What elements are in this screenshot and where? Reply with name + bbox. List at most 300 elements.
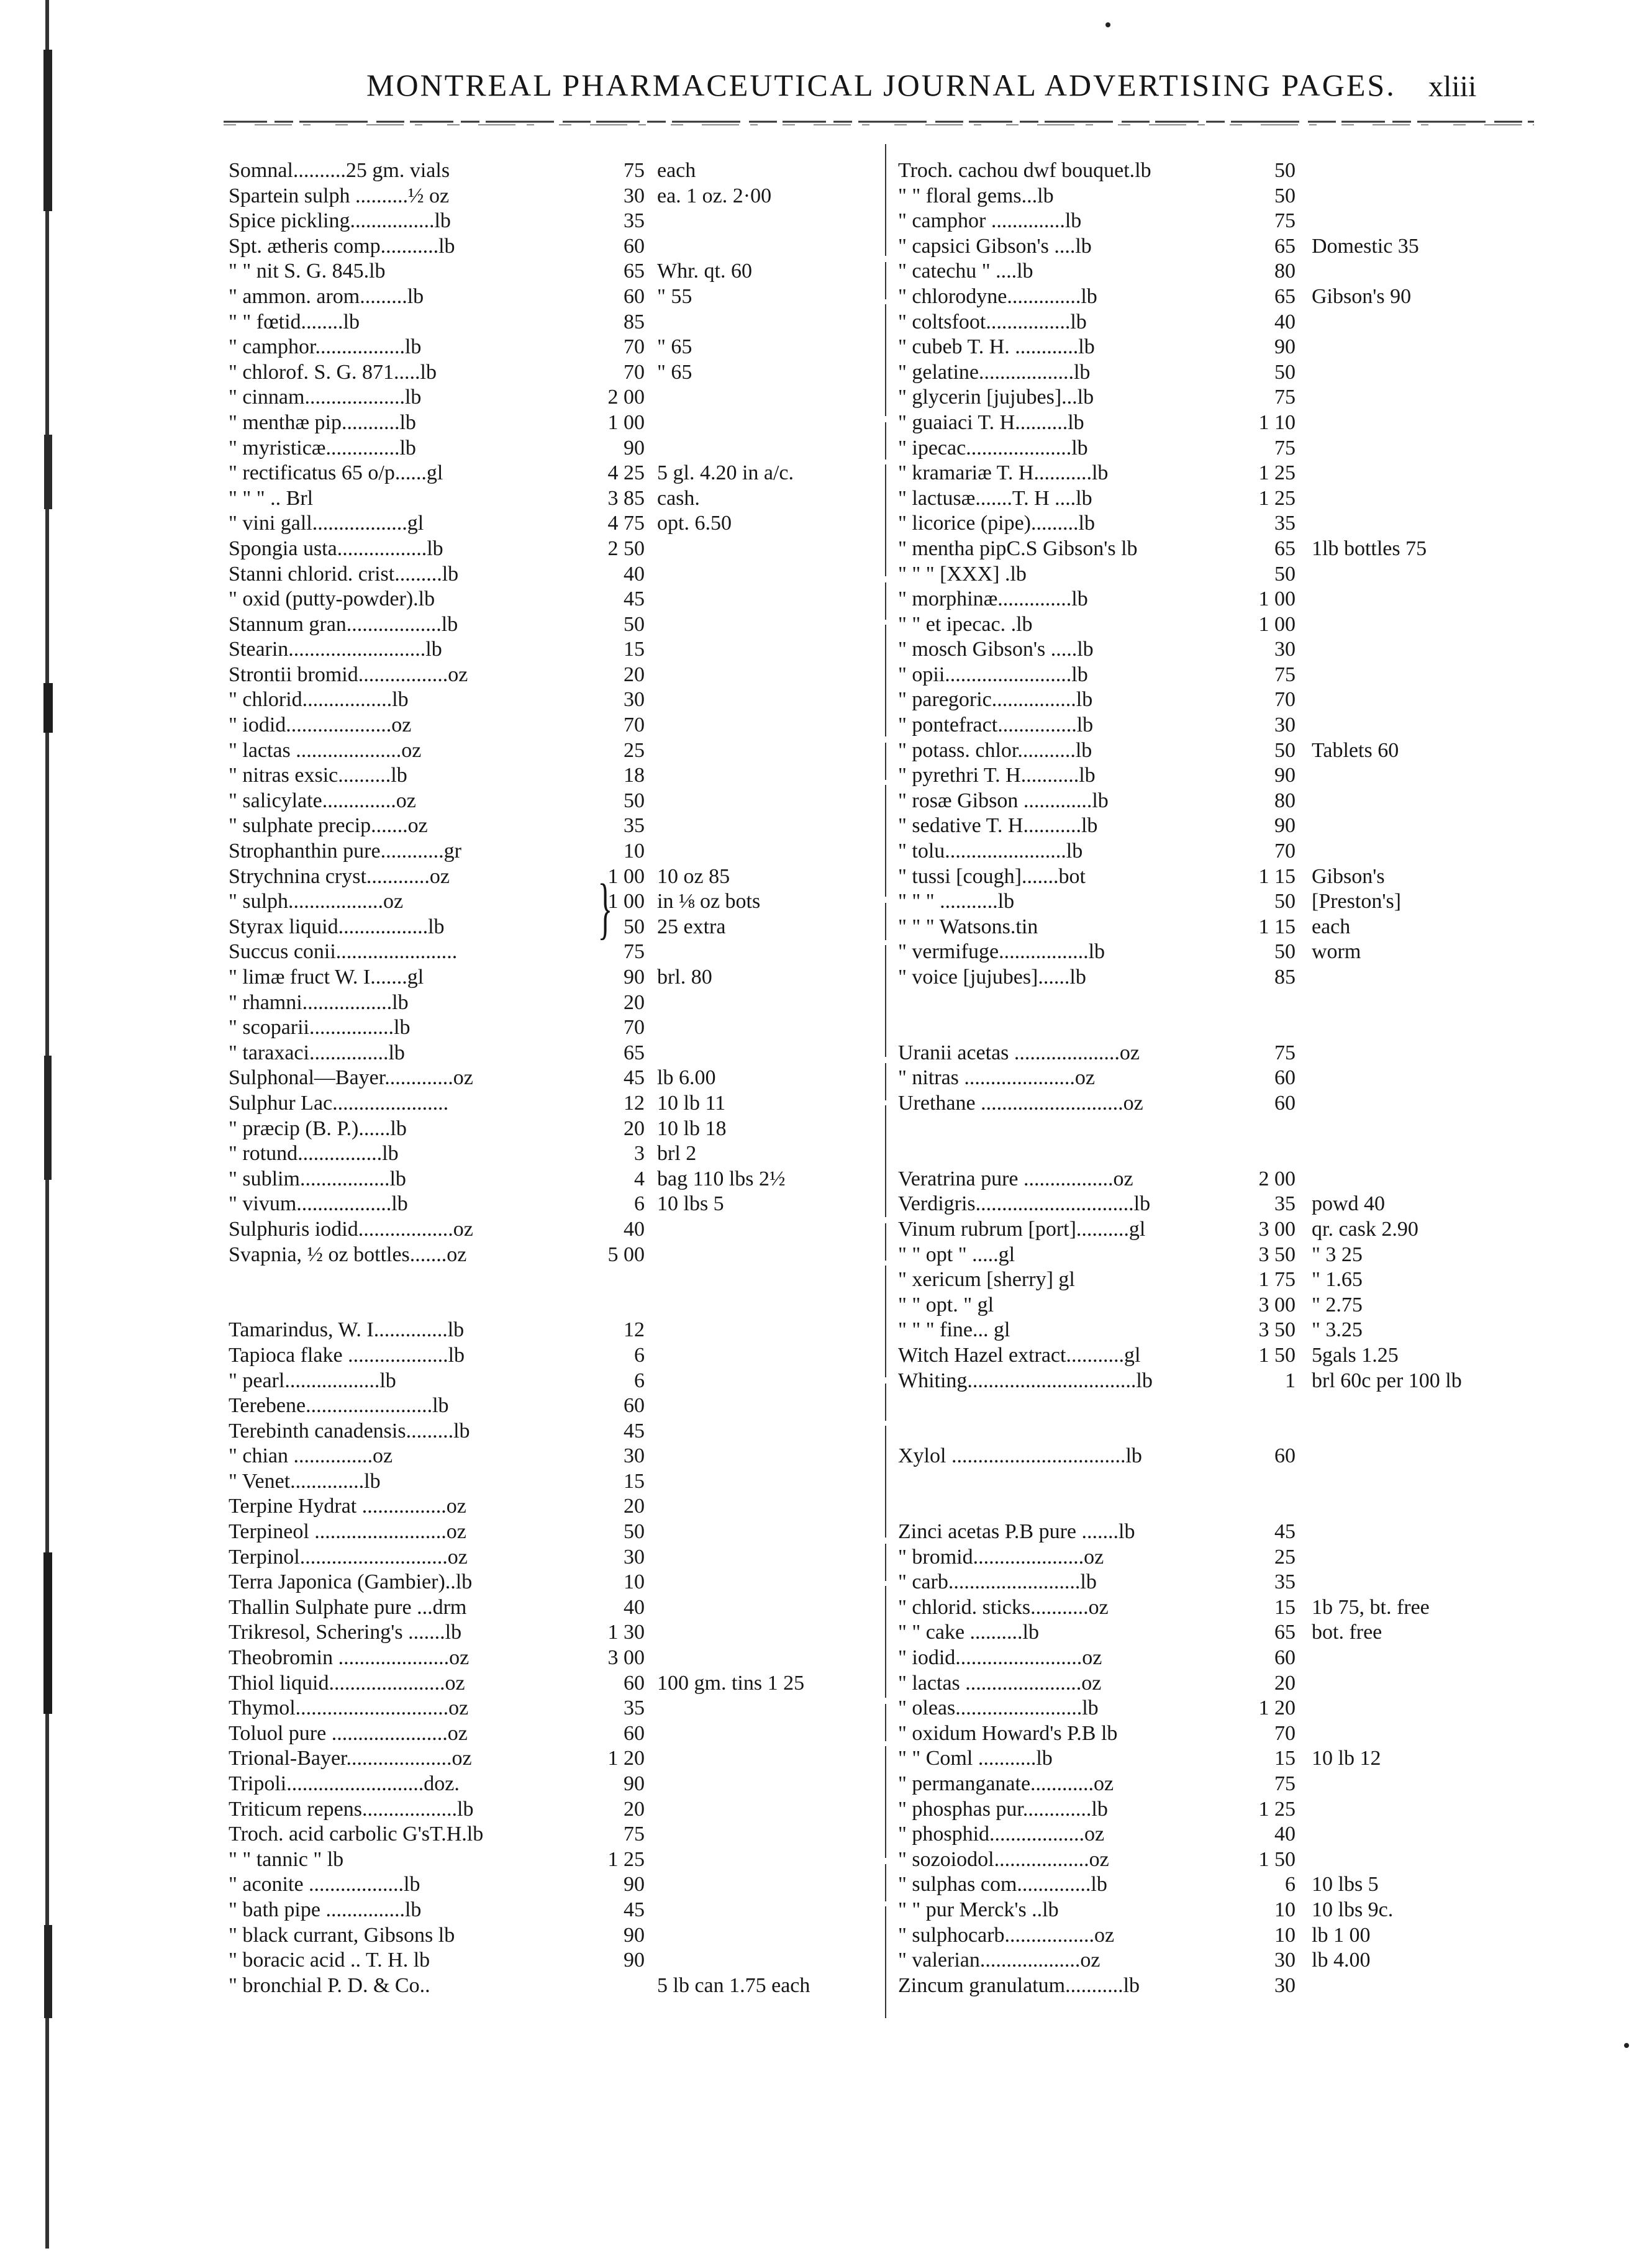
item-note: 10 lbs 5 [1312,1873,1379,1896]
item-note: " 55 [657,284,692,308]
item-price: 15 [624,1469,645,1493]
right-column-row [898,259,1596,284]
item-price: 10 [1274,1923,1296,1947]
item-note: Whr. qt. 60 [657,260,752,283]
item-name: " kramariæ T. H...........lb [898,461,1109,485]
item-note: 5gals 1.25 [1312,1343,1399,1367]
item-price: 30 [624,1444,645,1468]
item-price: 3 00 [607,1646,645,1670]
item-name: " bronchial P. D. & Co.. [229,1973,430,1997]
item-price: 1 25 [607,1847,645,1871]
item-note: 10 lb 18 [657,1116,727,1140]
item-price: 1 50 [1258,1847,1296,1871]
left-column-row [229,1267,874,1293]
item-note: in ⅛ oz bots [657,890,761,913]
right-column-row [898,763,1596,789]
item-price: 60 [624,284,645,308]
item-name: " " " [XXX] .lb [898,562,1027,586]
item-name: " taraxaci...............lb [229,1041,405,1064]
header-rule [224,118,1534,128]
item-name: Spongia usta.................lb [229,537,443,560]
item-price: 35 [624,814,645,838]
item-price: 3 00 [1258,1217,1296,1241]
item-note: qr. cask 2.90 [1312,1217,1418,1241]
item-price: 90 [624,1923,645,1947]
right-column-row [898,284,1596,310]
item-name: Whiting................................lb [898,1369,1153,1392]
right-column-row [898,637,1596,663]
item-note: [Preston's] [1312,890,1402,913]
left-column-row [229,1243,874,1268]
left-column-row [229,789,874,814]
item-price: 50 [1274,360,1296,384]
item-price: 12 [624,1091,645,1115]
item-note: " 3.25 [1312,1318,1363,1342]
right-column-row [898,310,1596,335]
item-name: " myristicæ..............lb [229,436,416,460]
item-name: " chian ...............oz [229,1444,393,1468]
right-column-row [898,209,1596,234]
item-price: 60 [1274,1091,1296,1115]
right-column-row [898,1444,1596,1469]
left-column-row [229,1091,874,1116]
left-column-row [229,940,874,965]
item-note: Gibson's 90 [1312,284,1412,308]
item-price: 35 [1274,1192,1296,1216]
right-column-row [898,1898,1596,1923]
right-column-row [898,1646,1596,1671]
item-name: " aconite ..................lb [229,1873,420,1896]
left-column-row [229,259,874,284]
item-name: Terra Japonica (Gambier)..lb [229,1570,473,1594]
item-price: 6 [634,1343,645,1367]
item-price: 10 [624,1570,645,1594]
item-price: 90 [1274,764,1296,787]
item-price: 40 [1274,310,1296,333]
right-column-row [898,1923,1596,1949]
item-price: 60 [1274,1066,1296,1090]
left-column-row [229,1343,874,1369]
item-name: " camphor ..............lb [898,209,1082,233]
item-price: 45 [624,1898,645,1921]
item-name: Spice pickling................lb [229,209,451,233]
item-name: " cinnam...................lb [229,386,422,409]
page-number: xliii [1428,70,1477,103]
item-price: 1 15 [1258,864,1296,888]
right-column-row [898,1116,1596,1142]
item-price: 90 [624,1772,645,1795]
item-name: Spt. ætheris comp...........lb [229,234,455,258]
left-column-row [229,663,874,688]
item-name: Strychnina cryst............oz [229,864,450,888]
item-name: Thymol.............................oz [229,1696,469,1720]
right-column-row [898,184,1596,209]
right-column-row [898,839,1596,864]
item-name: " vivum..................lb [229,1192,408,1216]
item-name: " " " ...........lb [898,890,1015,913]
item-name: Trikresol, Schering's .......lb [229,1621,462,1644]
scan-speck [1105,22,1110,27]
item-price: 1 15 [1258,915,1296,938]
item-price: 70 [624,335,645,359]
right-column-row [898,1570,1596,1595]
right-column-row [898,1343,1596,1369]
item-price: 45 [624,1066,645,1090]
item-note: " 65 [657,335,692,359]
item-price: 35 [1274,1570,1296,1594]
left-column-row [229,1923,874,1949]
item-price: 40 [624,562,645,586]
left-column-row [229,1141,874,1167]
item-price: 1 00 [607,890,645,913]
item-name: " sulph..................oz [229,890,404,913]
item-name: " morphinæ..............lb [898,587,1088,611]
item-price: 2 50 [607,537,645,560]
right-column-row [898,385,1596,410]
item-name: Urethane ...........................oz [898,1091,1143,1115]
item-name: " chlorid. sticks...........oz [898,1595,1109,1619]
item-price: 15 [1274,1595,1296,1619]
item-price: 20 [624,990,645,1014]
left-column-row [229,1595,874,1621]
right-column-row [898,1091,1596,1116]
item-price: 60 [1274,1646,1296,1670]
right-column-row [898,1267,1596,1293]
item-name: " mosch Gibson's .....lb [898,638,1094,661]
left-column-row [229,1620,874,1646]
left-column-row [229,360,874,386]
item-price: 70 [1274,688,1296,712]
item-price: 6 [634,1369,645,1392]
item-name: " bromid.....................oz [898,1545,1104,1569]
item-price: 65 [1274,284,1296,308]
item-price: 2 00 [607,386,645,409]
item-price: 65 [624,1041,645,1064]
item-price: 90 [624,966,645,989]
item-name: Xylol .................................lb [898,1444,1142,1468]
item-note: powd 40 [1312,1192,1386,1216]
right-column-row [898,1243,1596,1268]
left-column-row [229,1318,874,1343]
item-price: 70 [624,1016,645,1039]
item-name: " nitras exsic..........lb [229,764,407,787]
right-column-row [898,789,1596,814]
item-name: " boracic acid .. T. H. lb [229,1949,430,1972]
item-name: " vermifuge.................lb [898,940,1105,964]
right-column-row [898,234,1596,260]
item-name: " salicylate..............oz [229,789,416,812]
item-price: 60 [624,1721,645,1745]
left-column-row [229,1696,874,1721]
item-price: 80 [1274,260,1296,283]
item-price: 60 [624,1671,645,1695]
item-name: " Venet..............lb [229,1469,381,1493]
right-column-row [898,436,1596,461]
item-price: 15 [1274,1747,1296,1770]
item-price: 70 [624,713,645,737]
item-name: " permanganate............oz [898,1772,1114,1795]
left-column-row [229,486,874,512]
item-name: " sulphate precip.......oz [229,814,428,838]
item-price: 4 25 [607,461,645,485]
item-name: " oxidum Howard's P.B lb [898,1721,1118,1745]
item-price: 1 10 [1258,410,1296,434]
left-column-row [229,284,874,310]
left-column-row [229,1721,874,1747]
item-name: " " tannic " lb [229,1847,344,1871]
item-price: 90 [1274,335,1296,359]
item-name: Terpinol............................oz [229,1545,468,1569]
left-column-row [229,562,874,587]
right-column-row [898,990,1596,1016]
item-name: " " " fine... gl [898,1318,1010,1342]
item-price: 40 [1274,1823,1296,1846]
right-column-row [898,1066,1596,1091]
left-column-row [229,335,874,360]
item-name: " licorice (pipe).........lb [898,512,1095,535]
right-column-row [898,663,1596,688]
right-column-row [898,1469,1596,1495]
right-column-row [898,486,1596,512]
item-name: Tripoli..........................doz. [229,1772,460,1795]
item-price: 50 [1274,184,1296,207]
item-name: " guaiaci T. H..........lb [898,410,1084,434]
item-name: Trional-Bayer....................oz [229,1747,472,1770]
item-name: Somnal..........25 gm. vials [229,159,450,182]
item-price: 3 [634,1142,645,1166]
page-header [0,67,1652,117]
right-column-row [898,1494,1596,1520]
item-price: 10 [1274,1898,1296,1921]
item-price: 1 25 [1258,486,1296,510]
item-price: 60 [1274,1444,1296,1468]
right-column-row [898,511,1596,537]
left-column-row [229,1066,874,1091]
item-price: 1 20 [607,1747,645,1770]
left-column-row [229,1570,874,1595]
item-note: " 1.65 [1312,1268,1363,1292]
right-column-row [898,1419,1596,1444]
right-price-column [898,158,1596,2034]
item-note: 10 lb 12 [1312,1747,1381,1770]
item-price: 1 25 [1258,461,1296,485]
item-price: 75 [1274,436,1296,460]
left-column-row [229,1545,874,1570]
item-name: Styrax liquid.................lb [229,915,445,938]
right-column-row [898,965,1596,990]
left-column-row [229,1822,874,1847]
item-name: Troch. acid carbolic G'sT.H.lb [229,1823,484,1846]
left-column-row [229,1393,874,1419]
item-price: 60 [624,234,645,258]
item-price: 70 [1274,840,1296,863]
left-column-row [229,310,874,335]
item-price: 5 00 [607,1243,645,1266]
item-name: " " et ipecac. .lb [898,612,1033,636]
right-column-row [898,1620,1596,1646]
left-column-row [229,587,874,612]
item-price: 90 [624,1949,645,1972]
item-price: 20 [624,663,645,686]
left-column-row [229,461,874,486]
left-column-row [229,1772,874,1797]
item-note: worm [1312,940,1361,964]
item-name: " lactas ....................oz [229,738,422,762]
item-price: 45 [1274,1520,1296,1544]
right-column-row [898,335,1596,360]
item-name: " " " .. Brl [229,486,314,510]
item-price: 35 [624,209,645,233]
right-column-row [898,1797,1596,1823]
item-price: 6 [634,1192,645,1216]
item-price: 35 [1274,512,1296,535]
right-column-row [898,1671,1596,1696]
item-name: " iodid....................oz [229,713,412,737]
item-name: " scoparii................lb [229,1016,411,1039]
left-column-row [229,410,874,436]
item-name: " lactas ......................oz [898,1671,1102,1695]
left-column-row [229,1898,874,1923]
item-name: " chlorof. S. G. 871.....lb [229,360,437,384]
item-price: 1 00 [1258,612,1296,636]
item-name: " ipecac....................lb [898,436,1088,460]
item-name: " rosæ Gibson .............lb [898,789,1109,812]
right-column-row [898,1595,1596,1621]
item-name: " lactusæ.......T. H ....lb [898,486,1092,510]
right-column-row [898,1293,1596,1318]
item-name: Strophanthin pure............gr [229,840,461,863]
item-price: 40 [624,1217,645,1241]
item-note: Domestic 35 [1312,234,1419,258]
item-name: " " floral gems...lb [898,184,1054,207]
left-column-row [229,864,874,890]
item-name: Zincum granulatum...........lb [898,1973,1140,1997]
left-column-row [229,1646,874,1671]
item-price: 45 [624,587,645,611]
left-column-row [229,1041,874,1066]
scan-speck [1624,2043,1629,2048]
left-column-row [229,158,874,184]
item-name: " phosphas pur.............lb [898,1797,1108,1821]
item-name: Thiol liquid......................oz [229,1671,465,1695]
item-name: " " cake ..........lb [898,1621,1039,1644]
item-price: 1 20 [1258,1696,1296,1720]
right-column-row [898,587,1596,612]
right-column-row [898,1772,1596,1797]
item-note: 100 gm. tins 1 25 [657,1671,805,1695]
left-column-row [229,1369,874,1394]
item-price: 30 [624,688,645,712]
item-price: 1 75 [1258,1268,1296,1292]
item-name: Thallin Sulphate pure ...drm [229,1595,467,1619]
column-divider [884,144,887,2019]
item-note: brl 60c per 100 lb [1312,1369,1462,1392]
left-column-row [229,234,874,260]
left-column-row [229,537,874,562]
item-name: " camphor.................lb [229,335,422,359]
left-column-row [229,965,874,990]
right-column-row [898,158,1596,184]
item-note: " 2.75 [1312,1293,1363,1316]
item-name: Sulphonal—Bayer.............oz [229,1066,473,1090]
right-column-row [898,1217,1596,1243]
left-column-row [229,436,874,461]
item-name: Stannum gran..................lb [229,612,458,636]
item-note: brl. 80 [657,966,712,989]
item-name: " xericum [sherry] gl [898,1268,1075,1292]
right-column-row [898,915,1596,940]
left-column-row [229,1293,874,1318]
item-name: Succus conii....................... [229,940,458,964]
item-name: Troch. cachou dwf bouquet.lb [898,159,1151,182]
item-name: Sulphuris iodid..................oz [229,1217,473,1241]
item-price: 60 [624,1394,645,1418]
item-name: " sedative T. H...........lb [898,814,1098,838]
left-column-row [229,612,874,638]
item-name: " glycerin [jujubes]...lb [898,386,1094,409]
left-column-row [229,738,874,764]
item-name: Uranii acetas ....................oz [898,1041,1140,1064]
item-name: Vinum rubrum [port]..........gl [898,1217,1146,1241]
item-name: " cubeb T. H. ............lb [898,335,1095,359]
left-column-row [229,813,874,839]
item-price: 40 [624,1595,645,1619]
left-column-row [229,1872,874,1898]
item-price: 50 [624,612,645,636]
item-name: " limæ fruct W. I.......gl [229,966,424,989]
left-column-row [229,1671,874,1696]
left-column-row [229,184,874,209]
left-column-row [229,1167,874,1192]
item-name: " carb.........................lb [898,1570,1097,1594]
item-price: 25 [624,738,645,762]
item-name: Verdigris..............................lb [898,1192,1151,1216]
item-note: 1b 75, bt. free [1312,1595,1430,1619]
left-column-row [229,889,874,915]
item-name: " coltsfoot................lb [898,310,1087,333]
item-price: 65 [1274,234,1296,258]
item-price: 4 75 [607,512,645,535]
item-name: Spartein sulph ..........½ oz [229,184,450,207]
item-name: " " Coml ...........lb [898,1747,1053,1770]
item-name: Svapnia, ½ oz bottles.......oz [229,1243,467,1266]
item-price: 1 [1285,1369,1296,1392]
item-name: Stanni chlorid. crist.........lb [229,562,459,586]
item-price: 1 25 [1258,1797,1296,1821]
item-note: 10 lbs 9c. [1312,1898,1394,1921]
item-price: 50 [624,789,645,812]
item-price: 65 [1274,1621,1296,1644]
item-price: 20 [1274,1671,1296,1695]
item-price: 3 00 [1258,1293,1296,1316]
right-column-row [898,813,1596,839]
item-note: 5 gl. 4.20 in a/c. [657,461,794,485]
item-note: lb 6.00 [657,1066,716,1090]
item-price: 75 [624,940,645,964]
item-name: " " fœtid........lb [229,310,360,333]
item-price: 3 85 [607,486,645,510]
item-name: " sublim.................lb [229,1167,406,1190]
item-note: 10 lb 11 [657,1091,726,1115]
right-column-row [898,1141,1596,1167]
item-price: 20 [624,1116,645,1140]
item-name: " " opt " .....gl [898,1243,1015,1266]
item-name: " tussi [cough].......bot [898,864,1086,888]
left-column-row [229,1948,874,1973]
item-name: " vini gall..................gl [229,512,424,535]
item-name: Theobromin .....................oz [229,1646,470,1670]
item-name: " pontefract...............lb [898,713,1094,737]
